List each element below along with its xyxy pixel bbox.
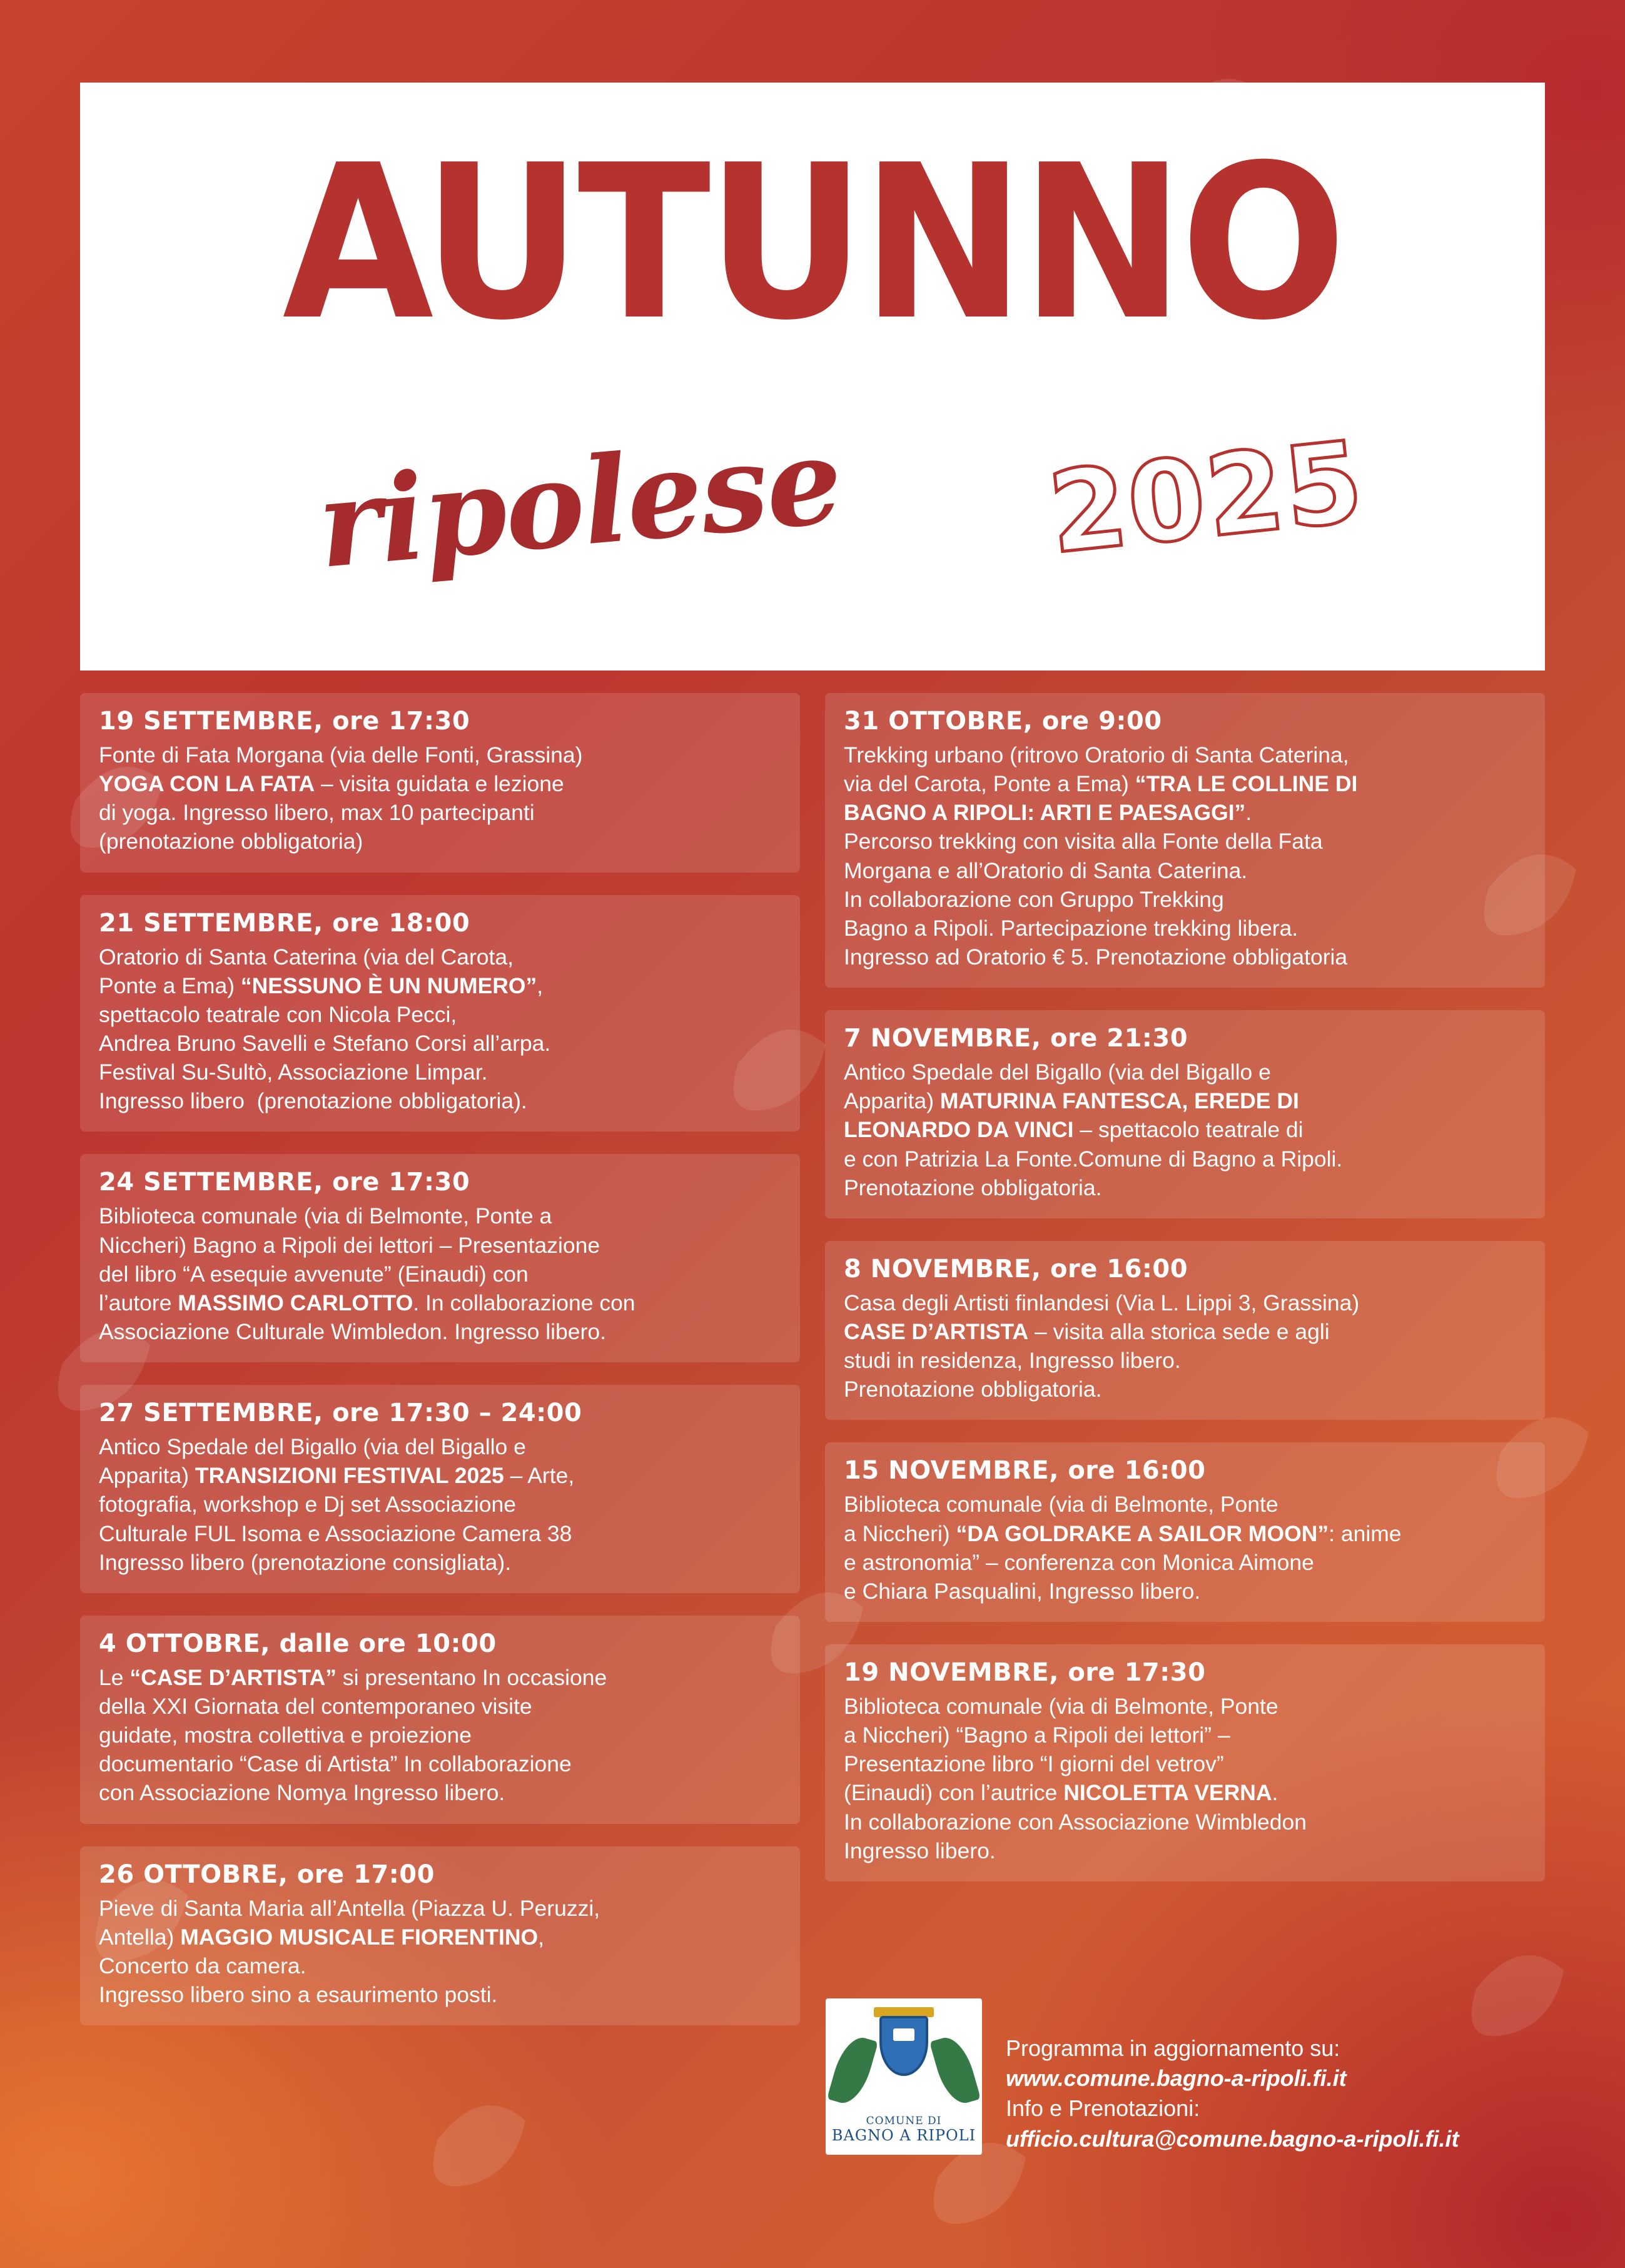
crest-caption [826,2115,982,2145]
events-columns [80,693,1545,2048]
event-date: 24 SETTEMBRE, ore 17:30 [99,1168,470,1197]
event-description: Pieve di Santa Maria all’Antella (Piazza U. Peruzzi, Antella) MAGGIO MUSICALE FIORENTINO, Concerto da camera. Ingresso libero sino a esaurimento posti. [99,1895,600,2007]
page-title: AUTUNNO [282,119,1343,367]
event-card [80,1385,800,1593]
footer-contact-block [1006,1998,1459,2154]
crest-line-1: COMUNE DI [866,2114,942,2127]
event-description: Biblioteca comunale (via di Belmonte, Ponte a Niccheri) Bagno a Ripoli dei lettori – Presentazione del libro “A esequie avvenute” (Einaudi) con l’autore MASSIMO CARLOTTO. In collaborazione con Associazione Culturale Wimbledon. Ingresso libero. [99,1203,635,1344]
events-column-left [80,693,800,2048]
event-date: 19 NOVEMBRE, ore 17:30 [844,1658,1206,1687]
events-column-right [825,693,1545,2048]
event-card [80,693,800,873]
event-date: 15 NOVEMBRE, ore 16:00 [844,1456,1206,1486]
event-date: 26 OTTOBRE, ore 17:00 [99,1860,435,1889]
title-subtitle-script: ripolese [312,410,846,595]
comune-crest-logo [826,1998,982,2155]
event-date: 7 NOVEMBRE, ore 21:30 [844,1024,1188,1053]
laurel-left-icon [827,2033,878,2109]
event-description: Biblioteca comunale (via di Belmonte, Ponte a Niccheri) “DA GOLDRAKE A SAILOR MOON”: anime e astronomia” – conferenza con Monica Aimone e Chiara Pasqualini, Ingresso libero. [844,1492,1402,1604]
event-description: Casa degli Artisti finlandesi (Via L. Lippi 3, Grassina) CASE D’ARTISTA – visita alla storica sede e agli studi in residenza, Ingresso libero. Prenotazione obbligatoria. [844,1290,1360,1402]
event-card [80,1154,800,1362]
shield-icon [879,2016,928,2076]
event-description: Oratorio di Santa Caterina (via del Carota, Ponte a Ema) “NESSUNO È UN NUMERO”, spettacolo teatrale con Nicola Pecci, Andrea Bruno Savelli e Stefano Corsi all’arpa. Festival Su-Sultò, Associazione Limpar. Ingresso libero (prenotazione obbligatoria). [99,944,551,1114]
footer-program-note: Programma in aggiornamento su: [1006,2035,1340,2061]
event-date: 31 OTTOBRE, ore 9:00 [844,707,1162,736]
event-card [825,1644,1545,1881]
footer-email-link[interactable]: ufficio.cultura@comune.bagno-a-ripoli.fi.it [1006,2125,1459,2152]
event-card [80,895,800,1132]
event-card [825,1241,1545,1420]
event-description: Antico Spedale del Bigallo (via del Bigallo e Apparita) TRANSIZIONI FESTIVAL 2025 – Arte, fotografia, workshop e Dj set Associazione Culturale FUL Isoma e Associazione Camera 38 Ingresso libero (prenotazione consigliata). [99,1434,575,1575]
event-date: 8 NOVEMBRE, ore 16:00 [844,1254,1188,1283]
laurel-right-icon [929,2033,981,2109]
event-date: 19 SETTEMBRE, ore 17:30 [99,707,470,736]
event-description: Le “CASE D’ARTISTA” si presentano In occasione della XXI Giornata del contemporaneo visite guidate, mostra collettiva e proiezione documentario “Case di Artista” In collaborazione con Associazione Nomya Ingresso libero. [99,1664,607,1806]
event-card [825,1442,1545,1622]
event-description: Antico Spedale del Bigallo (via del Bigallo e Apparita) MATURINA FANTESCA, EREDE DI LEONARDO DA VINCI – spettacolo teatrale di e con Patrizia La Fonte.Comune di Bagno a Ripoli. Prenotazione obbligatoria. [844,1060,1343,1200]
event-date: 27 SETTEMBRE, ore 17:30 – 24:00 [99,1399,582,1428]
event-date: 21 SETTEMBRE, ore 18:00 [99,908,470,938]
event-description: Biblioteca comunale (via di Belmonte, Ponte a Niccheri) “Bagno a Ripoli dei lettori” – Presentazione libro “I giorni del vetrov” (Einaudi) con l’autrice NICOLETTA VERNA. In collaborazione con Associazione Wimbledon Ingresso libero. [844,1693,1307,1863]
event-card [825,1010,1545,1218]
event-card [80,1846,800,2026]
event-date: 4 OTTOBRE, dalle ore 10:00 [99,1629,497,1658]
crest-line-2: BAGNO A RIPOLI [831,2127,976,2145]
footer-bookings-note: Info e Prenotazioni: [1006,2095,1200,2122]
title-year: 2025 [1043,417,1370,579]
event-description: Trekking urbano (ritrovo Oratorio di Santa Caterina, via del Carota, Ponte a Ema) “TRA LE COLLINE DI BAGNO A RIPOLI: ARTI E PAESAGGI”. Percorso trekking con visita alla Fonte della Fata Morgana e all’Oratorio di Santa Caterina. In collaborazione con Gruppo Trekking Bagno a Ripoli. Partecipazione trekking libera. Ingresso ad Oratorio € 5. Prenotazione obbligatoria [844,742,1358,969]
poster-footer [826,1998,1551,2155]
event-card [825,693,1545,988]
event-card [80,1616,800,1824]
title-card [80,83,1545,671]
footer-website-link[interactable]: www.comune.bagno-a-ripoli.fi.it [1006,2065,1347,2092]
event-description: Fonte di Fata Morgana (via delle Fonti, Grassina) YOGA CON LA FATA – visita guidata e lezione di yoga. Ingresso libero, max 10 partecipanti (prenotazione obbligatoria) [99,742,583,854]
